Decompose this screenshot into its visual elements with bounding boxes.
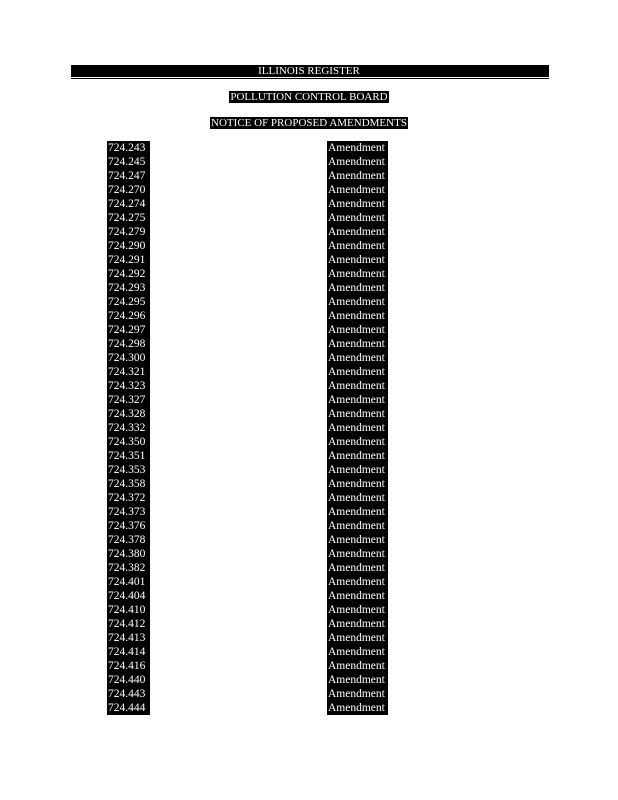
proposed-action-cell: Amendment xyxy=(328,212,385,224)
proposed-action-cell: Amendment xyxy=(328,226,385,238)
section-number-cell: 724.327 xyxy=(108,394,146,406)
proposed-action-cell: Amendment xyxy=(328,604,385,616)
proposed-action-cell: Amendment xyxy=(328,198,385,210)
section-number-cell: 724.382 xyxy=(108,562,146,574)
section-number-cell: 724.401 xyxy=(108,576,146,588)
section-number-cell: 724.247 xyxy=(108,170,146,182)
proposed-action-cell: Amendment xyxy=(328,324,385,336)
section-number-cell: 724.297 xyxy=(108,324,146,336)
section-number-cell: 724.298 xyxy=(108,338,146,350)
section-number-cell: 724.412 xyxy=(108,618,146,630)
proposed-action-cell: Amendment xyxy=(328,142,385,154)
section-number-cell: 724.413 xyxy=(108,632,146,644)
proposed-action-cell: Amendment xyxy=(328,282,385,294)
section-number-cell: 724.443 xyxy=(108,688,146,700)
proposed-action-cell: Amendment xyxy=(328,394,385,406)
proposed-action-cell: Amendment xyxy=(328,254,385,266)
proposed-action-cell: Amendment xyxy=(328,548,385,560)
section-number-cell: 724.293 xyxy=(108,282,146,294)
section-number-cell: 724.372 xyxy=(108,492,146,504)
section-number-cell: 724.350 xyxy=(108,436,146,448)
section-number-cell: 724.373 xyxy=(108,506,146,518)
proposed-action-cell: Amendment xyxy=(328,240,385,252)
section-number-cell: 724.404 xyxy=(108,590,146,602)
proposed-action-cell: Amendment xyxy=(328,688,385,700)
section-number-cell: 724.351 xyxy=(108,450,146,462)
section-number-cell: 724.296 xyxy=(108,310,146,322)
proposed-action-cell: Amendment xyxy=(328,576,385,588)
section-number-cell: 724.358 xyxy=(108,478,146,490)
header-rule xyxy=(71,78,549,79)
proposed-action-cell: Amendment xyxy=(328,436,385,448)
notice-heading: NOTICE OF PROPOSED AMENDMENTS xyxy=(211,117,407,129)
proposed-action-cell: Amendment xyxy=(328,268,385,280)
proposed-action-cell: Amendment xyxy=(328,506,385,518)
section-number-cell: 724.245 xyxy=(108,156,146,168)
proposed-action-cell: Amendment xyxy=(328,646,385,658)
proposed-action-cell: Amendment xyxy=(328,422,385,434)
proposed-action-cell: Amendment xyxy=(328,674,385,686)
proposed-action-cell: Amendment xyxy=(328,534,385,546)
section-number-cell: 724.353 xyxy=(108,464,146,476)
section-number-cell: 724.270 xyxy=(108,184,146,196)
section-number-cell: 724.376 xyxy=(108,520,146,532)
proposed-action-cell: Amendment xyxy=(328,352,385,364)
section-number-cell: 724.410 xyxy=(108,604,146,616)
proposed-action-cell: Amendment xyxy=(328,660,385,672)
section-number-cell: 724.444 xyxy=(108,702,146,714)
section-number-cell: 724.380 xyxy=(108,548,146,560)
proposed-action-cell: Amendment xyxy=(328,184,385,196)
section-number-cell: 724.243 xyxy=(108,142,146,154)
section-number-cell: 724.328 xyxy=(108,408,146,420)
register-title-line xyxy=(0,65,618,77)
proposed-action-cell: Amendment xyxy=(328,380,385,392)
proposed-action-cell: Amendment xyxy=(328,478,385,490)
proposed-action-cell: Amendment xyxy=(328,492,385,504)
proposed-action-cell: Amendment xyxy=(328,702,385,714)
proposed-action-cell: Amendment xyxy=(328,366,385,378)
proposed-action-cell: Amendment xyxy=(328,562,385,574)
proposed-action-column xyxy=(327,141,388,715)
section-number-cell: 724.332 xyxy=(108,422,146,434)
proposed-action-cell: Amendment xyxy=(328,296,385,308)
board-name: POLLUTION CONTROL BOARD xyxy=(230,91,388,103)
section-number-cell: 724.279 xyxy=(108,226,146,238)
section-number-column xyxy=(107,141,150,715)
notice-heading-line xyxy=(0,117,618,129)
proposed-action-cell: Amendment xyxy=(328,618,385,630)
proposed-action-cell: Amendment xyxy=(328,310,385,322)
section-number-cell: 724.378 xyxy=(108,534,146,546)
section-number-cell: 724.290 xyxy=(108,240,146,252)
section-number-cell: 724.275 xyxy=(108,212,146,224)
section-number-cell: 724.300 xyxy=(108,352,146,364)
proposed-action-cell: Amendment xyxy=(328,450,385,462)
section-number-cell: 724.274 xyxy=(108,198,146,210)
section-number-cell: 724.323 xyxy=(108,380,146,392)
proposed-action-cell: Amendment xyxy=(328,632,385,644)
section-number-cell: 724.295 xyxy=(108,296,146,308)
proposed-action-cell: Amendment xyxy=(328,520,385,532)
board-name-line xyxy=(0,91,618,103)
proposed-action-cell: Amendment xyxy=(328,464,385,476)
section-number-cell: 724.440 xyxy=(108,674,146,686)
section-number-cell: 724.416 xyxy=(108,660,146,672)
register-title: ILLINOIS REGISTER xyxy=(258,65,360,77)
section-number-cell: 724.414 xyxy=(108,646,146,658)
proposed-action-cell: Amendment xyxy=(328,170,385,182)
proposed-action-cell: Amendment xyxy=(328,590,385,602)
section-number-cell: 724.292 xyxy=(108,268,146,280)
proposed-action-cell: Amendment xyxy=(328,408,385,420)
proposed-action-cell: Amendment xyxy=(328,156,385,168)
section-number-cell: 724.291 xyxy=(108,254,146,266)
proposed-action-cell: Amendment xyxy=(328,338,385,350)
section-number-cell: 724.321 xyxy=(108,366,146,378)
